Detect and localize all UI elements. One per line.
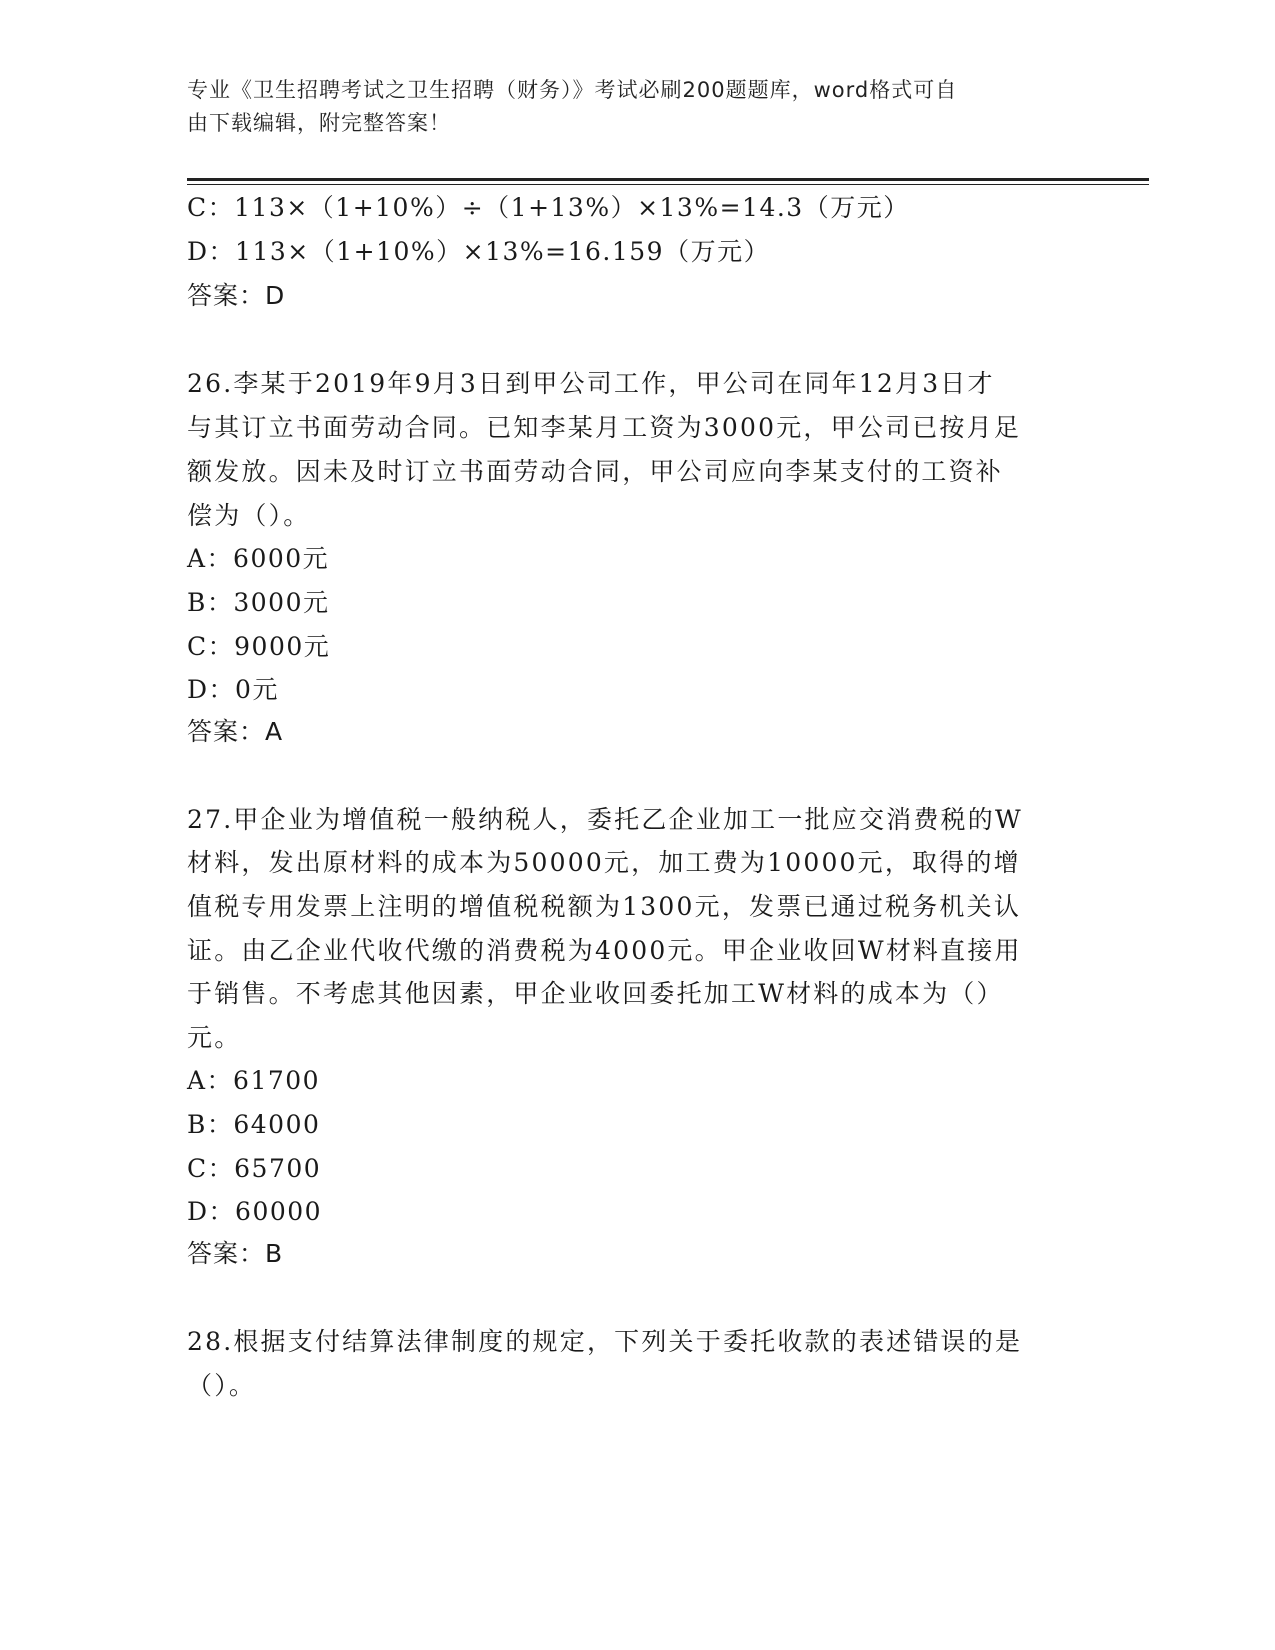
q27-text-line: 于销售。不考虑其他因素，甲企业收回委托加工W材料的成本为（） [187,979,1004,1008]
prev-answer: 答案：D [187,281,286,310]
q26-text-line: 26.李某于2019年9月3日到甲公司工作，甲公司在同年12月3日才 [187,369,995,398]
q27-answer: 答案：B [187,1239,284,1268]
header-rule-thin [187,184,1149,185]
q26-text-line: 额发放。因未及时订立书面劳动合同，甲公司应向李某支付的工资补 [187,457,1004,486]
q26-text-line: 与其订立书面劳动合同。已知李某月工资为3000元，甲公司已按月足 [187,413,1022,442]
q26-option-c: C：9000元 [187,632,331,661]
header-rule-thick [187,178,1149,181]
q27-text-line: 27.甲企业为增值税一般纳税人，委托乙企业加工一批应交消费税的W [187,805,1023,834]
q27-text-line: 证。由乙企业代收代缴的消费税为4000元。甲企业收回W材料直接用 [187,936,1022,965]
q26-option-d: D：0元 [187,675,279,704]
q28-text-line: （）。 [187,1371,257,1400]
q26-option-a: A：6000元 [187,544,330,573]
q28-text-line: 28.根据支付结算法律制度的规定，下列关于委托收款的表述错误的是 [187,1327,1023,1356]
q27-option-c: C：65700 [187,1154,322,1183]
q27-option-d: D：60000 [187,1197,323,1226]
header-line-1: 专业《卫生招聘考试之卫生招聘（财务）》考试必刷200题题库，word格式可自 [187,78,958,102]
q27-text-line: 元。 [187,1023,242,1052]
prev-option-c: C：113×（1+10%）÷（1+13%）×13%=14.3（万元） [187,193,910,222]
q26-answer: 答案：A [187,717,284,746]
q27-option-a: A：61700 [187,1066,321,1095]
q26-text-line: 偿为（）。 [187,501,311,530]
header-line-2: 由下载编辑，附完整答案！ [187,111,451,135]
q26-option-b: B：3000元 [187,588,330,617]
q27-option-b: B：64000 [187,1110,321,1139]
q27-text-line: 值税专用发票上注明的增值税税额为1300元，发票已通过税务机关认 [187,892,1022,921]
prev-option-d: D：113×（1+10%）×13%=16.159（万元） [187,237,771,266]
q27-text-line: 材料，发出原材料的成本为50000元，加工费为10000元，取得的增 [187,848,1021,877]
document-header [187,74,1067,140]
